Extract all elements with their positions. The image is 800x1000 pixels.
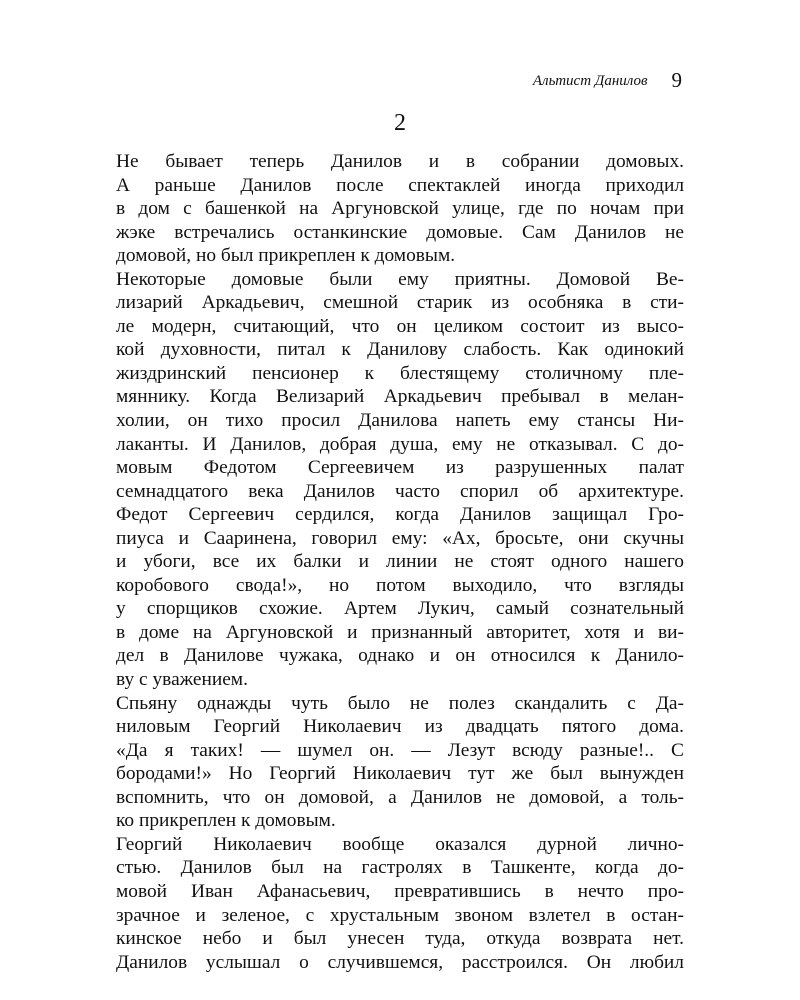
chapter-number: 2 xyxy=(394,110,406,136)
text-line: лаканты. И Данилов, добрая душа, ему не отказывал. С до- xyxy=(116,433,684,455)
text-line: жиздринский пенсионер к блестящему столичному пле- xyxy=(116,362,684,384)
text-line: Спьяну однажды чуть было не полез скандалить с Да- xyxy=(116,692,684,714)
text-line: Не бывает теперь Данилов и в собрании домовых. xyxy=(116,151,684,172)
text-line: ву с уважением. xyxy=(116,669,248,691)
text-line: дел в Данилове чужака, однако и он относился к Данило- xyxy=(116,645,684,667)
text-line: А раньше Данилов после спектаклей иногда приходил xyxy=(116,174,684,196)
text-line: семнадцатого века Данилов часто спорил об архитектуре. xyxy=(116,480,684,502)
text-line: у спорщиков схожие. Артем Лукич, самый сознательный xyxy=(116,598,684,620)
text-line: стью. Данилов был на гастролях в Ташкенте, когда до- xyxy=(116,857,684,879)
text-line: и убоги, все их балки и линии не стоят одного нашего xyxy=(116,551,684,573)
text-line: коробового свода!», но потом выходило, что взгляды xyxy=(116,574,684,596)
page-number: 9 xyxy=(671,68,682,92)
text-line: жэке встречались останкинские домовые. Сам Данилов не xyxy=(116,221,684,243)
text-line: Федот Сергеевич сердился, когда Данилов защищал Гро- xyxy=(116,504,684,526)
running-title: Альтист Данилов xyxy=(532,73,648,89)
text-line: мовой Иван Афанасьевич, превратившись в нечто про- xyxy=(116,880,684,902)
text-line: ле модерн, считающий, что он целиком состоит из высо- xyxy=(116,315,684,337)
text-line: в дом с башенкой на Аргуновской улице, где по ночам при xyxy=(116,198,684,220)
text-line: зрачное и зеленое, с хрустальным звоном взлетел в остан- xyxy=(116,904,684,926)
text-line: лизарий Аркадьевич, смешной старик из особняка в сти- xyxy=(116,292,684,314)
paragraph-2 xyxy=(116,268,684,692)
text-line: домовой, но был прикреплен к домовым. xyxy=(116,245,456,267)
text-line: Некоторые домовые были ему приятны. Домовой Ве- xyxy=(116,268,684,290)
running-head xyxy=(110,68,682,93)
body-text xyxy=(116,150,684,974)
text-line: вспомнить, что он домовой, а Данилов не домовой, а толь- xyxy=(116,786,684,808)
text-line: ниловым Георгий Николаевич из двадцать пятого дома. xyxy=(116,716,684,738)
text-line: «Да я таких! — шумел он. — Лезут всюду разные!.. С xyxy=(116,739,684,761)
text-line: в доме на Аргуновской и признанный авторитет, хотя и ви- xyxy=(116,621,684,643)
text-line: пиуса и Сааринена, говорил ему: «Ах, бросьте, они скучны xyxy=(116,527,684,549)
text-line: Георгий Николаевич вообще оказался дурной лично- xyxy=(116,833,684,855)
text-line: Данилов услышал о случившемся, расстроился. Он любил xyxy=(116,951,684,973)
text-line: кой духовности, питал к Данилову слабость. Как одинокий xyxy=(116,339,684,361)
paragraph-1 xyxy=(116,150,684,268)
text-line: кинское небо и был унесен туда, откуда возврата нет. xyxy=(116,928,684,950)
paragraph-3 xyxy=(116,692,684,833)
paragraph-4 xyxy=(116,833,684,974)
text-line: бородами!» Но Георгий Николаевич тут же был вынужден xyxy=(116,763,684,785)
text-line: ко прикреплен к домовым. xyxy=(116,810,336,832)
text-line: мовым Федотом Сергеевичем из разрушенных палат xyxy=(116,457,684,479)
text-line: холии, он тихо просил Данилова напеть ему стансы Ни- xyxy=(116,410,684,432)
text-line: мяннику. Когда Велизарий Аркадьевич пребывал в мелан- xyxy=(116,386,684,408)
